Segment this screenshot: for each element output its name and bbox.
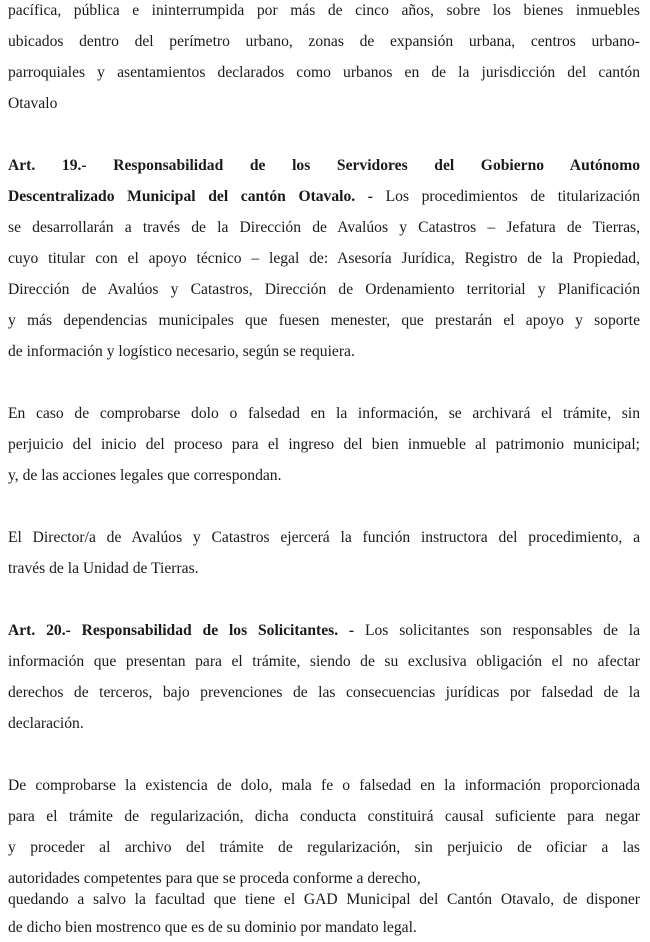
text-line: de dicho bien mostrenco que es de su dominio por mandato legal. — [8, 919, 417, 936]
text-line: ubicados dentro del perímetro urbano, zonas de expansión urbana, centros urbano- — [8, 33, 640, 50]
text-line: Otavalo — [8, 95, 58, 112]
text-line: información que presentan para el trámite, siendo de su exclusiva obligación el no afectar — [8, 653, 640, 670]
text-line: El Director/a de Avalúos y Catastros ejercerá la función instructora del procedimiento, a — [8, 529, 640, 546]
text-line: se desarrollarán a través de la Dirección de Avalúos y Catastros – Jefatura de Tierras, — [8, 219, 640, 236]
article-20-text: Los solicitantes son responsables de la — [354, 622, 640, 639]
text-line: pacífica, pública e ininterrumpida por más de cinco años, sobre los bienes inmuebles — [8, 2, 640, 19]
article-19-heading-cont: Descentralizado Municipal del cantón Otavalo. - — [8, 188, 373, 205]
text-line: través de la Unidad de Tierras. — [8, 560, 199, 577]
text-line: de información y logístico necesario, según se requiera. — [8, 343, 355, 360]
text-line: autoridades competentes para que se proceda conforme a derecho, — [8, 870, 421, 887]
text-line: y, de las acciones legales que correspondan. — [8, 467, 282, 484]
article-19-text: Los procedimientos de titularización — [373, 188, 640, 205]
text-line: derechos de terceros, bajo prevenciones de las consecuencias jurídicas por falsedad de la — [8, 684, 640, 701]
text-line — [8, 187, 640, 207]
text-line: declaración. — [8, 715, 84, 732]
text-line: para el trámite de regularización, dicha conducta constituirá causal suficiente para negar — [8, 808, 640, 825]
text-line: y más dependencias municipales que fuesen menester, que prestarán el apoyo y soporte — [8, 312, 640, 329]
text-line: cuyo titular con el apoyo técnico – legal de: Asesoría Jurídica, Registro de la Propiedad, — [8, 250, 640, 267]
text-line: perjuicio del inicio del proceso para el ingreso del bien inmueble al patrimonio municipal; — [8, 436, 640, 453]
text-line: y proceder al archivo del trámite de regularización, sin perjuicio de oficiar a las — [8, 839, 640, 856]
article-19-heading: Art. 19.- Responsabilidad de los Servidores del Gobierno Autónomo — [8, 157, 640, 174]
article-20-heading: Art. 20.- Responsabilidad de los Solicitantes. - — [8, 622, 355, 639]
text-line — [8, 621, 640, 641]
text-line: quedando a salvo la facultad que tiene el GAD Municipal del Cantón Otavalo, de disponer — [8, 891, 640, 908]
text-line: Dirección de Avalúos y Catastros, Dirección de Ordenamiento territorial y Planificación — [8, 281, 640, 298]
text-line: De comprobarse la existencia de dolo, mala fe o falsedad en la información proporcionada — [8, 777, 640, 794]
text-line: parroquiales y asentamientos declarados como urbanos en de la jurisdicción del cantón — [8, 64, 640, 81]
text-line: En caso de comprobarse dolo o falsedad en la información, se archivará el trámite, sin — [8, 405, 640, 422]
